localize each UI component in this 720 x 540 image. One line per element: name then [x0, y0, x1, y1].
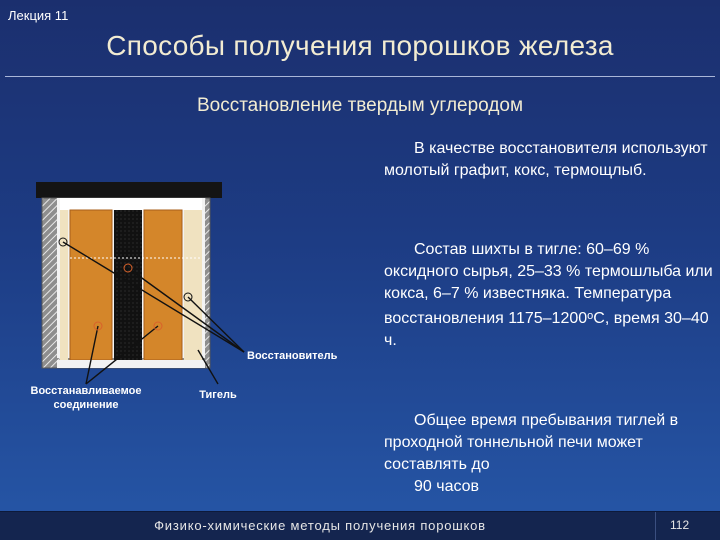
crucible-bottom [57, 360, 205, 368]
page-number: 112 [670, 518, 690, 532]
crucible-lid [36, 182, 222, 198]
paragraph-composition [384, 239, 714, 352]
paragraph-reducer-text: В качестве восстановителя используют молотый графит, кокс, термощлыб. [384, 140, 708, 179]
slide-title: Способы получения порошков железа [106, 30, 614, 61]
paragraph-reducer [384, 138, 714, 182]
paragraph-composition-tail: С, время 30–40 ч. [384, 310, 709, 349]
title-divider [5, 76, 715, 77]
lecture-label: Лекция 11 [8, 8, 69, 23]
paragraph-composition-text: Состав шихты в тигле: 60–69 % оксидного сырья, 25–33 % термошлыба или кокса, 6–7 % известняка. Температура восстановления 1175–1200 [384, 241, 713, 327]
powder-layer-right-outer [184, 210, 202, 360]
paragraph-total-time-hours: 90 часов [414, 478, 480, 495]
powder-layer-left [70, 210, 112, 360]
footer-bar [0, 511, 720, 540]
paragraph-total-time-text: Общее время пребывания тиглей в проходной тоннельной печи может составлять до [384, 412, 679, 473]
paragraph-total-time [384, 410, 714, 498]
label-compound-line1: Восстанавливаемое [30, 385, 142, 397]
label-crucible: Тигель [199, 389, 237, 401]
label-compound-line2: соединение [53, 399, 119, 411]
footer-text: Физико-химические методы получения порошков [154, 518, 486, 533]
crucible-diagram [0, 170, 380, 430]
powder-layer-left-outer [60, 210, 68, 360]
graphite-core [114, 210, 142, 360]
degree-sign: о [587, 310, 594, 322]
top-gap [60, 198, 202, 210]
powder-layer-right [144, 210, 182, 360]
footer-divider [655, 512, 656, 540]
label-reducer: Восстановитель [247, 350, 338, 362]
slide-subtitle: Восстановление твердым углеродом [196, 95, 524, 116]
